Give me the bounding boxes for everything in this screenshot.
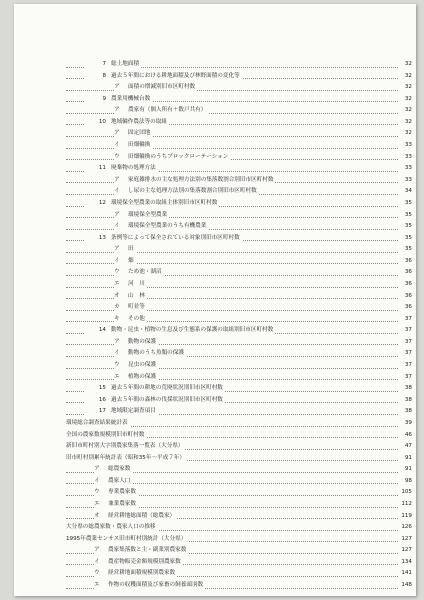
toc-page-number: 91 xyxy=(398,464,412,476)
toc-entry xyxy=(66,487,412,499)
toc-entry-title xyxy=(84,383,225,395)
toc-entry xyxy=(66,534,412,546)
toc-entry-title xyxy=(114,186,259,198)
toc-page-number: 38 xyxy=(398,406,412,418)
toc-entry-label: その他 xyxy=(128,315,145,322)
toc-entry xyxy=(66,441,412,453)
toc-entry-title xyxy=(114,244,136,256)
toc-entry-marker: イ xyxy=(114,142,120,149)
toc-entry xyxy=(66,186,412,198)
toc-page-number: 35 xyxy=(398,244,412,256)
toc-entry-label: 環境保全型農業の取組主体別旧市区町村数 xyxy=(111,199,218,206)
toc-entry-marker: オ xyxy=(94,512,100,519)
toc-page-number: 36 xyxy=(398,279,412,291)
toc-entry xyxy=(66,128,412,140)
toc-page-number: 32 xyxy=(398,94,412,106)
document-page xyxy=(14,4,416,596)
toc-page-number: 36 xyxy=(398,302,412,314)
toc-entry-marker: エ xyxy=(94,500,100,507)
toc-page-number: 36 xyxy=(398,291,412,303)
table-of-contents xyxy=(66,59,412,592)
toc-entry-label: 動物の保護 xyxy=(128,338,156,345)
toc-entry xyxy=(66,279,412,291)
toc-page-number: 37 xyxy=(398,314,412,326)
toc-entry xyxy=(66,175,412,187)
toc-entry-marker: キ xyxy=(114,315,120,322)
toc-entry-title xyxy=(84,163,158,175)
toc-entry-title xyxy=(114,152,230,164)
toc-entry-label: 環境保全型農業 xyxy=(128,211,168,218)
toc-entry-label: 農産物販売金額規模別農家数 xyxy=(108,558,181,565)
toc-entry-marker: オ xyxy=(114,292,120,299)
toc-entry-label: 家庭雑排水の主な処理方法別の集落数割合別旧市区町村数 xyxy=(128,176,274,183)
toc-entry-label: 新旧市町村別大字別農家集落一覧表（大分県） xyxy=(66,443,184,450)
toc-entry-marker: ア xyxy=(114,176,120,183)
toc-entry xyxy=(66,522,412,534)
toc-entry xyxy=(66,233,412,245)
toc-page-number: 32 xyxy=(398,117,412,129)
toc-entry-marker: エ xyxy=(114,280,120,287)
toc-entry-marker: イ xyxy=(94,477,100,484)
toc-entry-label: 植物の保護 xyxy=(128,373,156,380)
toc-entry xyxy=(66,82,412,94)
toc-entry-title xyxy=(66,418,130,430)
toc-entry xyxy=(66,430,412,442)
toc-page-number: 35 xyxy=(398,198,412,210)
toc-page-number: 37 xyxy=(398,348,412,360)
toc-entry-label: 環境保全型農業のうち有機農業 xyxy=(128,223,207,230)
toc-entry-marker: イ xyxy=(114,223,120,230)
toc-entry-label: 専業農家数 xyxy=(108,489,136,496)
toc-entry-marker: ア xyxy=(114,130,120,137)
toc-entry xyxy=(66,314,412,326)
toc-page-number: 37 xyxy=(398,372,412,384)
toc-entry-marker: ア xyxy=(114,84,120,91)
toc-entry-label: 動物のうち魚類の保護 xyxy=(128,350,184,357)
toc-entry-label: 1995年農業センサス旧市町村別統計（大分県） xyxy=(66,535,187,542)
toc-entry-marker: イ xyxy=(114,188,120,195)
toc-entry-title xyxy=(94,568,177,580)
toc-entry-title xyxy=(114,175,275,187)
toc-entry-title xyxy=(84,406,158,418)
toc-entry xyxy=(66,383,412,395)
toc-entry-label: 農家有（個人所有＋数戸共有） xyxy=(128,107,207,114)
toc-entry xyxy=(66,476,412,488)
toc-entry-marker: エ xyxy=(114,373,120,380)
toc-entry xyxy=(66,291,412,303)
toc-entry-label: 農家人口 xyxy=(108,477,131,484)
toc-entry xyxy=(66,372,412,384)
toc-entry xyxy=(66,163,412,175)
toc-entry xyxy=(66,325,412,337)
toc-entry-title xyxy=(114,221,208,233)
toc-entry xyxy=(66,59,412,71)
toc-page-number: 32 xyxy=(398,82,412,94)
toc-entry-title xyxy=(66,453,187,465)
toc-entry-title xyxy=(114,82,197,94)
toc-entry-label: 河 川 xyxy=(128,280,145,287)
toc-entry-title xyxy=(114,360,158,372)
toc-entry-title xyxy=(114,279,147,291)
toc-entry-marker: カ xyxy=(114,304,120,311)
toc-entry-title xyxy=(114,140,152,152)
toc-entry-title xyxy=(84,233,242,245)
toc-entry-title xyxy=(94,499,138,511)
toc-entry-title xyxy=(114,256,136,268)
toc-entry-label: 過去５年間における耕地面積及び林野面積の変化等 xyxy=(111,72,240,79)
toc-entry-label: 過去５年間の耕地の荒廃状況別旧市区町村数 xyxy=(111,385,223,392)
toc-page-number: 47 xyxy=(398,441,412,453)
toc-entry-title xyxy=(84,117,169,129)
toc-entry-marker: エ xyxy=(94,582,100,589)
toc-entry-label: 農家集落数と主・副業別農家数 xyxy=(108,547,187,554)
toc-page-number: 34 xyxy=(398,186,412,198)
toc-entry-title xyxy=(94,476,132,488)
toc-entry-marker: イ xyxy=(114,257,120,264)
toc-entry-label: 田畑輪換 xyxy=(128,142,151,149)
toc-entry-title xyxy=(114,291,147,303)
toc-entry xyxy=(66,221,412,233)
toc-entry-marker: イ xyxy=(94,558,100,565)
toc-entry-label: 田 xyxy=(128,246,134,253)
toc-entry xyxy=(66,302,412,314)
toc-page-number: 148 xyxy=(398,580,412,592)
toc-entry-label: 面積の増減別旧市区町村数 xyxy=(128,84,196,91)
toc-entry-label: 動物・昆虫・植物の生息及び生態系の保護の取組別旧市区町村数 xyxy=(111,327,274,334)
toc-entry-title xyxy=(66,430,146,442)
toc-page-number: 112 xyxy=(398,499,412,511)
toc-entry-title xyxy=(94,557,183,569)
toc-entry xyxy=(66,580,412,592)
toc-entry-label: 全国の農家数規模別旧市町村数 xyxy=(66,431,145,438)
toc-page-number: 134 xyxy=(398,557,412,569)
toc-entry-marker: ウ xyxy=(94,489,100,496)
toc-entry-label: 経営耕地総面積（総農家） xyxy=(108,512,176,519)
toc-entry-label: 総土地面積 xyxy=(111,61,139,67)
toc-entry xyxy=(66,337,412,349)
toc-entry xyxy=(66,94,412,106)
toc-entry-marker: ア xyxy=(114,107,120,114)
toc-entry-title xyxy=(84,71,242,83)
toc-page-number: 32 xyxy=(398,71,412,83)
toc-entry-title xyxy=(84,94,152,106)
toc-entry xyxy=(66,499,412,511)
toc-entry-title xyxy=(84,395,225,407)
toc-entry-label: ため池・湖沼 xyxy=(128,269,162,276)
toc-page-number: 141 xyxy=(398,568,412,580)
toc-entry-marker: ウ xyxy=(94,570,100,577)
toc-page-number: 36 xyxy=(398,267,412,279)
toc-entry xyxy=(66,210,412,222)
toc-entry-label: 条例等によって保全されている対象別旧市区町村数 xyxy=(111,234,240,241)
toc-entry-label: 過去５年間の森林の伐採状況別旧市区町村数 xyxy=(111,396,223,403)
toc-entry-title xyxy=(94,464,132,476)
toc-entry-number: 9 xyxy=(102,95,106,102)
toc-entry-title xyxy=(114,337,158,349)
toc-entry xyxy=(66,348,412,360)
toc-entry-number: 13 xyxy=(98,234,106,241)
toc-entry-number: 12 xyxy=(98,199,106,206)
toc-page-number: 98 xyxy=(398,476,412,488)
toc-entry-label: 町並等 xyxy=(128,304,145,311)
toc-entry-label: 昆虫の保護 xyxy=(128,362,156,369)
toc-entry-marker: ウ xyxy=(114,269,120,276)
toc-page-number: 33 xyxy=(398,140,412,152)
toc-entry-label: 地域限定調査項目 xyxy=(111,408,156,415)
toc-entry-label: し尿の主な処理方法別の集落数割合別旧市区町村数 xyxy=(128,188,257,195)
toc-entry-label: 経営耕地面積規模別農家数 xyxy=(108,570,176,577)
toc-entry-label: 作物の収穫面積及び家畜の飼養頭羽数 xyxy=(108,582,204,589)
toc-entry-number: 10 xyxy=(98,118,106,125)
toc-entry-label: 地域輪作農法等の取組 xyxy=(111,118,167,125)
toc-entry-label: 田畑輪換のうちブロックローテーション xyxy=(128,153,229,160)
toc-page-number: 39 xyxy=(398,418,412,430)
toc-entry-label: 総農家数 xyxy=(108,466,131,473)
toc-page-number: 127 xyxy=(398,545,412,557)
toc-entry-title xyxy=(114,348,186,360)
toc-entry xyxy=(66,105,412,117)
toc-entry xyxy=(66,71,412,83)
toc-entry-label: 廃棄物の処理方法 xyxy=(111,165,156,172)
toc-entry-title xyxy=(114,267,164,279)
toc-entry-title xyxy=(66,522,158,534)
toc-page-number: 33 xyxy=(398,163,412,175)
toc-page-number: 119 xyxy=(398,511,412,523)
toc-entry-marker: ア xyxy=(114,338,120,345)
toc-entry-title xyxy=(84,325,275,337)
toc-page-number: 35 xyxy=(398,210,412,222)
toc-page-number: 33 xyxy=(398,152,412,164)
toc-entry xyxy=(66,244,412,256)
toc-entry xyxy=(66,360,412,372)
toc-entry-title xyxy=(114,372,158,384)
toc-page-number: 36 xyxy=(398,256,412,268)
toc-entry xyxy=(66,568,412,580)
toc-page-number: 37 xyxy=(398,337,412,349)
toc-page-number: 32 xyxy=(398,59,412,71)
toc-entry xyxy=(66,256,412,268)
toc-entry-marker: イ xyxy=(114,350,120,357)
toc-entry-number: 14 xyxy=(98,327,106,334)
toc-page-number: 38 xyxy=(398,383,412,395)
toc-entry-title xyxy=(94,580,205,592)
toc-page-number: 37 xyxy=(398,325,412,337)
toc-entry xyxy=(66,464,412,476)
toc-entry-marker: ア xyxy=(94,466,100,473)
toc-entry xyxy=(66,140,412,152)
toc-entry xyxy=(66,511,412,523)
toc-entry-title xyxy=(84,59,141,71)
toc-entry-title xyxy=(114,210,169,222)
toc-entry-number: 11 xyxy=(98,165,106,172)
toc-entry-marker: ウ xyxy=(114,153,120,160)
toc-entry-title xyxy=(66,534,188,546)
toc-entry-label: 畑 xyxy=(128,257,134,264)
toc-entry xyxy=(66,406,412,418)
toc-entry xyxy=(66,418,412,430)
toc-page-number: 126 xyxy=(398,522,412,534)
toc-page-number: 91 xyxy=(398,453,412,465)
toc-entry-marker: ア xyxy=(114,246,120,253)
toc-page-number: 127 xyxy=(398,534,412,546)
toc-page-number: 33 xyxy=(398,175,412,187)
toc-page-number: 32 xyxy=(398,105,412,117)
toc-entry-number: 7 xyxy=(102,61,106,67)
toc-page-number: 32 xyxy=(398,128,412,140)
toc-page-number: 37 xyxy=(398,360,412,372)
toc-entry-label: 環境総合調査結果統計表 xyxy=(66,419,128,426)
toc-entry xyxy=(66,557,412,569)
toc-entry-title xyxy=(94,511,177,523)
toc-entry xyxy=(66,198,412,210)
toc-entry-label: 固定団地 xyxy=(128,130,151,137)
toc-entry-label: 山 林 xyxy=(128,292,145,299)
toc-entry-marker: ウ xyxy=(114,362,120,369)
toc-entry-marker: ア xyxy=(114,211,120,218)
toc-entry-title xyxy=(114,128,152,140)
toc-entry-number: 8 xyxy=(102,72,106,79)
toc-entry xyxy=(66,395,412,407)
toc-entry xyxy=(66,545,412,557)
toc-page-number: 35 xyxy=(398,233,412,245)
toc-entry-number: 17 xyxy=(98,408,106,415)
toc-page-number: 46 xyxy=(398,430,412,442)
toc-entry-title xyxy=(84,198,219,210)
toc-entry-marker: ア xyxy=(94,547,100,554)
toc-entry xyxy=(66,453,412,465)
toc-entry-label: 農業用機械台数 xyxy=(111,95,151,102)
toc-entry-label: 兼業農家数 xyxy=(108,500,136,507)
toc-entry-title xyxy=(94,545,188,557)
toc-entry xyxy=(66,117,412,129)
toc-page-number: 105 xyxy=(398,487,412,499)
toc-entry-title xyxy=(114,302,147,314)
toc-entry-label: 大分県の総農家数・農家人口の推移 xyxy=(66,524,156,531)
toc-entry-title xyxy=(114,105,208,117)
toc-entry-title xyxy=(66,441,185,453)
toc-entry xyxy=(66,152,412,164)
toc-page-number: 35 xyxy=(398,221,412,233)
toc-entry xyxy=(66,267,412,279)
toc-page-number: 38 xyxy=(398,395,412,407)
toc-entry-number: 16 xyxy=(98,396,106,403)
toc-entry-label: 旧市町村別累年統計表（昭和35年～平成７年） xyxy=(66,454,185,461)
toc-entry-number: 15 xyxy=(98,385,106,392)
toc-entry-title xyxy=(114,314,147,326)
toc-entry-title xyxy=(94,487,138,499)
